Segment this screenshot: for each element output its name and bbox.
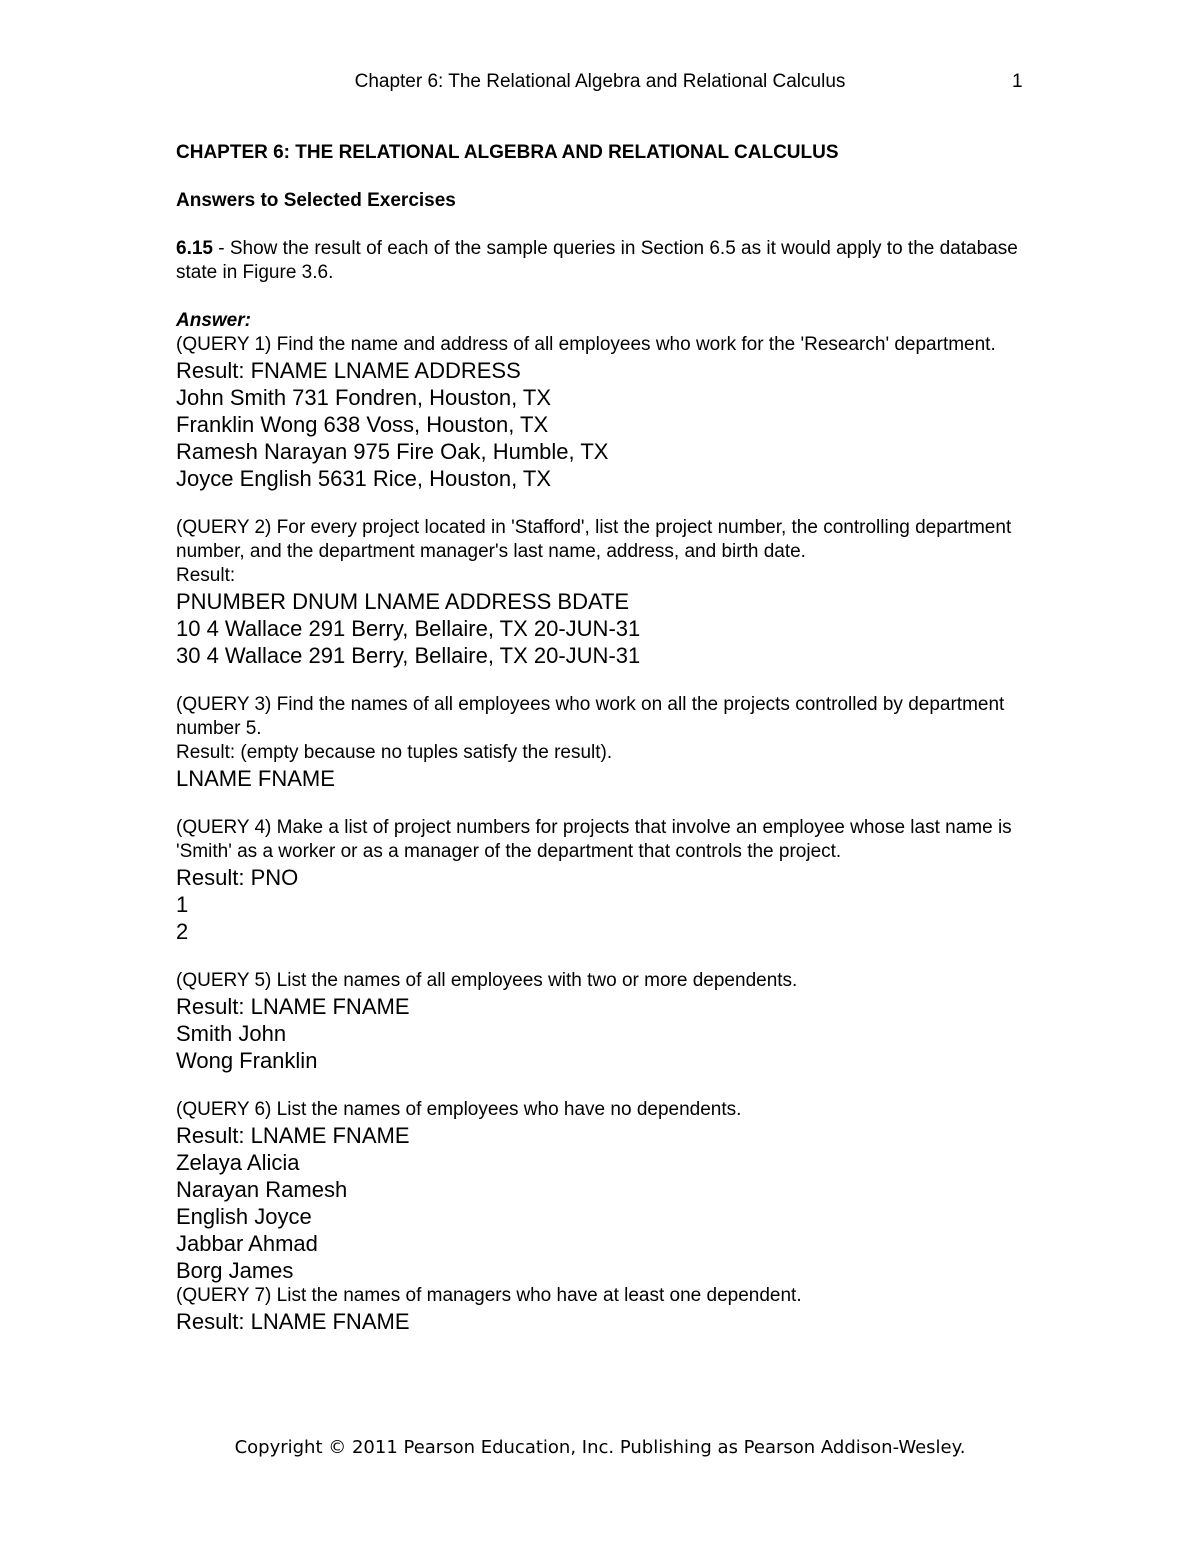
query-3-result-header: LNAME FNAME [176,766,335,791]
exercise-statement [176,237,1026,285]
query-5-row: Smith John [176,1021,287,1046]
query-5-question: (QUERY 5) List the names of all employees with two or more dependents. [176,970,798,991]
query-2-question: (QUERY 2) For every project located in 'Stafford', list the project number, the controlling department number, and the department manager's last name, address, and birth date. [176,517,1012,562]
query-6-row: English Joyce [176,1204,312,1229]
query-6-row: Borg James [176,1258,294,1283]
query-6-question: (QUERY 6) List the names of employees who have no dependents. [176,1099,742,1120]
query-2-row: 10 4 Wallace 291 Berry, Bellaire, TX 20-JUN-31 [176,616,641,641]
spacer [176,945,1026,969]
spacer [176,492,1026,516]
query-2-row: 30 4 Wallace 291 Berry, Bellaire, TX 20-JUN-31 [176,643,641,668]
query-4-row: 2 [176,919,189,944]
query-2-result-label: Result: [176,565,236,586]
query-1-row: John Smith 731 Fondren, Houston, TX [176,385,552,410]
page-number: 1 [1012,71,1023,92]
spacer [176,792,1026,816]
query-6-row: Narayan Ramesh [176,1177,348,1202]
query-3-question: (QUERY 3) Find the names of all employees who work on all the projects controlled by department number 5. [176,694,1005,739]
query-1-row: Joyce English 5631 Rice, Houston, TX [176,466,552,491]
spacer [176,669,1026,693]
running-header: Chapter 6: The Relational Algebra and Relational Calculus [354,71,846,92]
query-1-row: Ramesh Narayan 975 Fire Oak, Humble, TX [176,439,609,464]
query-6-row: Jabbar Ahmad [176,1231,318,1256]
document-body [176,141,1026,1335]
answer-label: Answer: [176,310,251,331]
query-7-question: (QUERY 7) List the names of managers who have at least one dependent. [176,1285,802,1306]
exercise-text: - Show the result of each of the sample queries in Section 6.5 as it would apply to the database state in Figure 3.6. [176,238,1018,283]
query-1-question: (QUERY 1) Find the name and address of all employees who work for the 'Research' department. [176,334,996,355]
copyright-footer: Copyright © 2011 Pearson Education, Inc. Publishing as Pearson Addison-Wesley. [234,1437,966,1458]
query-1-row: Franklin Wong 638 Voss, Houston, TX [176,412,549,437]
query-4-row: 1 [176,892,189,917]
query-5-result-header: Result: LNAME FNAME [176,994,410,1019]
chapter-title: CHAPTER 6: THE RELATIONAL ALGEBRA AND RELATIONAL CALCULUS [176,142,839,163]
query-2-result-header: PNUMBER DNUM LNAME ADDRESS BDATE [176,589,630,614]
query-1-result-header: Result: FNAME LNAME ADDRESS [176,358,521,383]
query-4-result-header: Result: PNO [176,865,299,890]
query-3-result-label: Result: (empty because no tuples satisfy the result). [176,742,613,763]
query-5-row: Wong Franklin [176,1048,318,1073]
exercise-number: 6.15 [176,238,213,259]
spacer [176,1074,1026,1098]
query-7-result-header: Result: LNAME FNAME [176,1309,410,1334]
query-6-row: Zelaya Alicia [176,1150,300,1175]
query-6-result-header: Result: LNAME FNAME [176,1123,410,1148]
query-4-question: (QUERY 4) Make a list of project numbers for projects that involve an employee whose last name is 'Smith' as a worker or as a manager of the department that controls the project. [176,817,1012,862]
section-subtitle: Answers to Selected Exercises [176,190,456,211]
